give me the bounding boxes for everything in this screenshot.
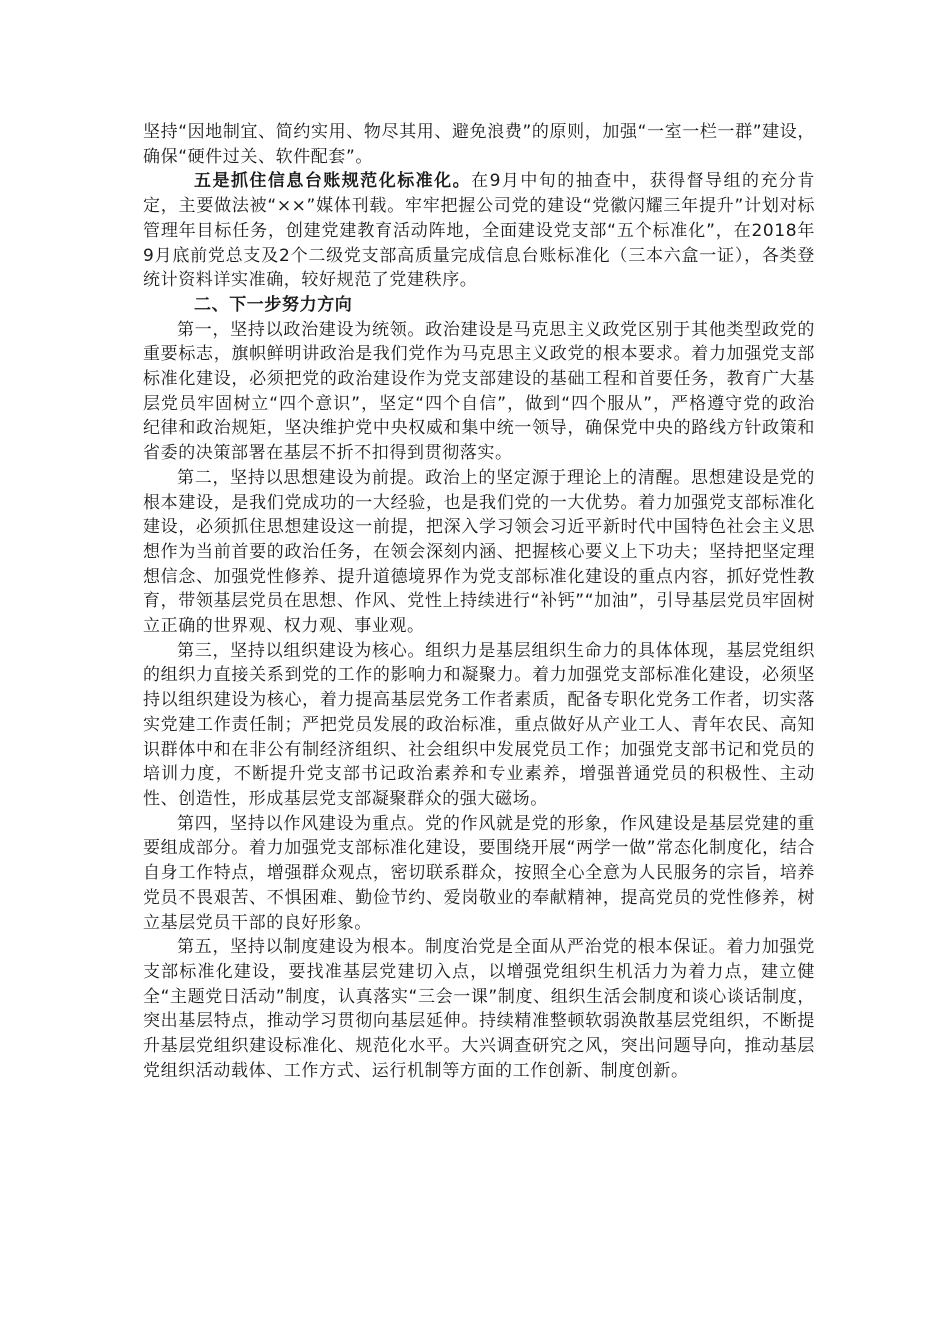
document-page: [143, 120, 815, 1083]
paragraph-third: 第三，坚持以组织建设为核心。组织力是基层组织生命力的具体体现，基层党组织的组织力直接关系到党的工作的影响力和凝聚力。着力加强党支部标准化建设，必须坚持以组织建设为核心，着力提高基层党务工作者素质，配备专职化党务工作者，切实落实党建工作责任制；严把党员发展的政治标准，重点做好从产业工人、青年农民、高知识群体中和在非公有制经济组织、社会组织中发展党员工作；加强党支部书记和党员的培训力度，不断提升党支部书记政治素养和专业素养，增强普通党员的积极性、主动性、创造性，形成基层党支部凝聚群众的强大磁场。: [143, 640, 815, 809]
paragraph-first: 第一，坚持以政治建设为统领。政治建设是马克思主义政党区别于其他类型政党的重要标志，旗帜鲜明讲政治是我们党作为马克思主义政党的根本要求。着力加强党支部标准化建设，必须把党的政治建设作为党支部建设的基础工程和首要任务，教育广大基层党员牢固树立“四个意识”，坚定“四个自信”，做到“四个服从”，严格遵守党的政治纪律和政治规矩，坚决维护党中央权威和集中统一领导，确保党中央的路线方针政策和省委的决策部署在基层不折不扣得到贯彻落实。: [143, 319, 815, 464]
paragraph-fourth: 第四，坚持以作风建设为重点。党的作风就是党的形象，作风建设是基层党建的重要组成部分。着力加强党支部标准化建设，要围绕开展“两学一做”常态化制度化，结合自身工作特点，增强群众观点，密切联系群众，按照全心全意为人民服务的宗旨，培养党员不畏艰苦、不惧困难、勤俭节约、爱岗敬业的奉献精神，提高党员的党性修养，树立基层党员干部的良好形象。: [143, 813, 815, 933]
paragraph-point-five-body: 在9月中旬的抽查中，获得督导组的充分肯定，主要做法被“××”媒体刊载。牢牢把握公司党的建设“党徽闪耀三年提升”计划对标管理年目标任务，创建党建教育活动阵地，全面建设党支部“五个标准化”，在2018年9月底前党总支及2个二级党支部高质量完成信息台账标准化（三本六盒一证），各类登统计资料详实准确，较好规范了党建秩序。: [143, 171, 816, 291]
paragraph-intro: 坚持“因地制宜、简约实用、物尽其用、避免浪费”的原则，加强“一室一栏一群”建设，确保“硬件过关、软件配套”。: [143, 122, 815, 167]
paragraph-point-five: [143, 169, 815, 293]
paragraph-point-five-lead: 五是抓住信息台账规范化标准化。: [194, 171, 472, 192]
paragraph-fifth: 第五，坚持以制度建设为根本。制度治党是全面从严治党的根本保证。着力加强党支部标准化建设，要找准基层党建切入点，以增强党组织生机活力为着力点，建立健全“主题党日活动”制度，认真落实“三会一课”制度、组织生活会制度和谈心谈话制度，突出基层特点，推动学习贯彻向基层延伸。持续精准整顿软弱涣散基层党组织，不断提升基层党组织建设标准化、规范化水平。大兴调查研究之风，突出问题导向，推动基层党组织活动载体、工作方式、运行机制等方面的工作创新、制度创新。: [143, 937, 815, 1081]
paragraph-second: 第二，坚持以思想建设为前提。政治上的坚定源于理论上的清醒。思想建设是党的根本建设，是我们党成功的一大经验，也是我们党的一大优势。着力加强党支部标准化建设，必须抓住思想建设这一前提，把深入学习领会习近平新时代中国特色社会主义思想作为当前首要的政治任务，在领会深刻内涵、把握核心要义上下功夫；坚持把坚定理想信念、加强党性修养、提升道德境界作为党支部标准化建设的重点内容，抓好党性教育，带领基层党员在思想、作风、党性上持续进行“补钙”“加油”，引导基层党员牢固树立正确的世界观、权力观、事业观。: [143, 467, 815, 637]
section-heading-next-steps: 二、下一步努力方向: [194, 294, 353, 315]
